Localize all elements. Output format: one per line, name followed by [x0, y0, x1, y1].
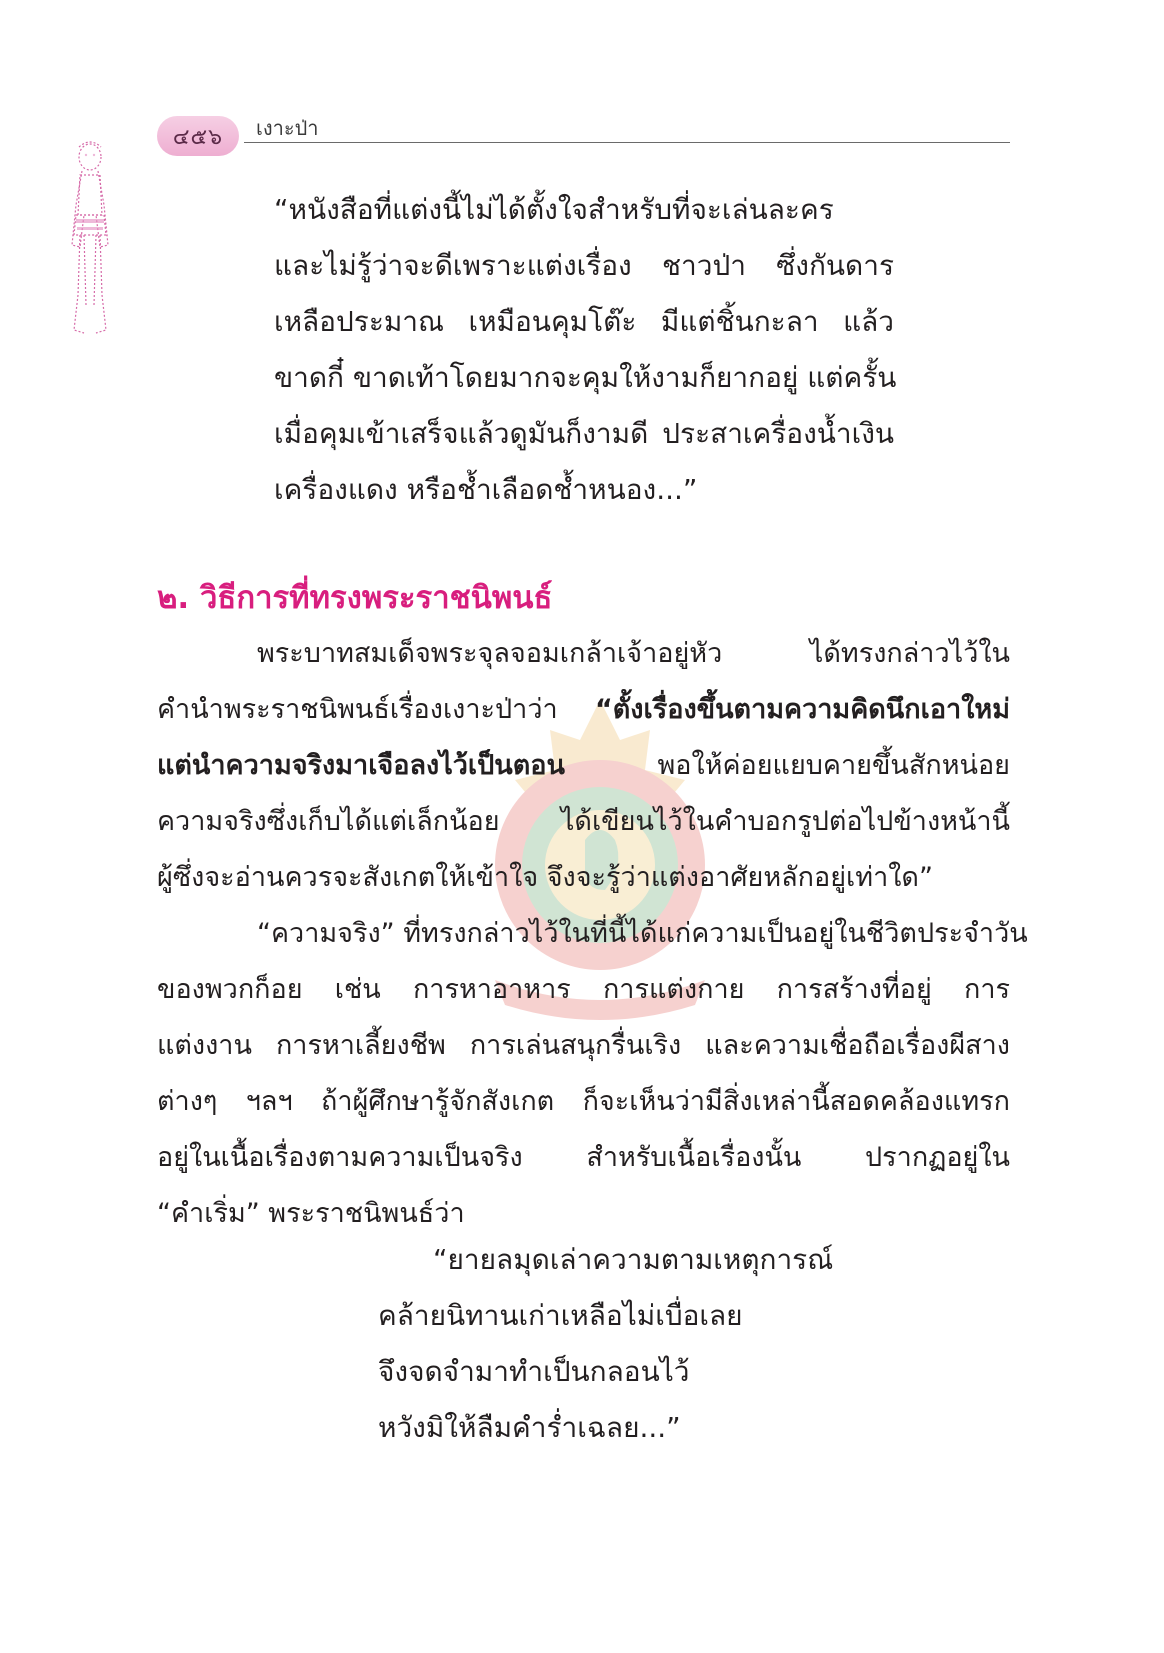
paragraph-line: [157, 682, 1010, 738]
paragraph-line: อยู่ในเนื้อเรื่องตามความเป็นจริง สำหรับเนื้อเรื่องนั้น ปรากฏอยู่ใน: [157, 1142, 1010, 1173]
verse-line: จึงจดจำมาทำเป็นกลอนไว้: [378, 1355, 690, 1388]
paragraph-line: “ความจริง” ที่ทรงกล่าวไว้ในที่นี้ได้แก่ความเป็นอยู่ในชีวิตประจำวัน: [257, 918, 1028, 949]
quote-line: “หนังสือที่แต่งนี้ไม่ได้ตั้งใจสำหรับที่จะเล่นละคร: [274, 193, 834, 226]
figure-illustration-icon: [50, 135, 130, 345]
inline-text: คำนำพระราชนิพนธ์เรื่องเงาะป่าว่า: [157, 694, 596, 725]
header-divider: [244, 142, 1010, 143]
verse-line: “ยายลมุดเล่าความตามเหตุการณ์: [433, 1243, 834, 1276]
paragraph-line: แต่งงาน การหาเลี้ยงชีพ การเล่นสนุกรื่นเริง และความเชื่อถือเรื่องผีสาง: [157, 1030, 1010, 1061]
paragraph-line: ต่างๆ ฯลฯ ถ้าผู้ศึกษารู้จักสังเกต ก็จะเห็นว่ามีสิ่งเหล่านี้สอดคล้องแทรก: [157, 1086, 1010, 1117]
quote-line: เครื่องแดง หรือช้ำเลือดช้ำหนอง...”: [274, 473, 698, 506]
page-number-badge: [157, 116, 239, 156]
body-text: [157, 626, 1028, 1242]
quote-block: [274, 182, 897, 518]
quote-line: และไม่รู้ว่าจะดีเพราะแต่งเรื่อง ชาวป่า ซึ่งกันดาร: [274, 249, 894, 282]
quote-line: เหลือประมาณ เหมือนคุมโต๊ะ มีแต่ชิ้นกะลา แล้ว: [274, 305, 894, 338]
paragraph-line: “คำเริ่ม” พระราชนิพนธ์ว่า: [157, 1198, 465, 1229]
verse-line: คล้ายนิทานเก่าเหลือไม่เบื่อเลย: [378, 1299, 743, 1332]
verse-block: [378, 1232, 833, 1456]
quote-line: ขาดกี๋ ขาดเท้าโดยมากจะคุมให้งามก็ยากอยู่ แต่ครั้น: [274, 361, 897, 394]
bold-quote-text: “ตั้งเรื่องขึ้นตามความคิดนึกเอาใหม่: [595, 694, 1010, 725]
quote-line: เมื่อคุมเข้าเสร็จแล้วดูมันก็งามดี ประสาเครื่องน้ำเงิน: [274, 417, 894, 450]
paragraph-line: พระบาทสมเด็จพระจุลจอมเกล้าเจ้าอยู่หัว ได้ทรงกล่าวไว้ใน: [257, 638, 1010, 669]
paragraph-line: [157, 738, 1010, 794]
verse-line: หวังมิให้ลืมคำร่ำเฉลย...”: [378, 1411, 681, 1444]
paragraph-line: ผู้ซึ่งจะอ่านควรจะสังเกตให้เข้าใจ จึงจะรู้ว่าแต่งอาศัยหลักอยู่เท่าใด”: [157, 862, 933, 893]
inline-text: พอให้ค่อยแยบคายขึ้นสักหน่อย: [564, 750, 1010, 781]
running-title: เงาะป่า: [256, 116, 319, 140]
section-heading: ๒. วิธีการที่ทรงพระราชนิพนธ์: [157, 580, 553, 616]
bold-quote-text: แต่นำความจริงมาเจือลงไว้เป็นตอน: [157, 750, 565, 781]
page-number: ๔๕๖: [172, 124, 224, 150]
paragraph-line: ความจริงซึ่งเก็บได้แต่เล็กน้อย ได้เขียนไว้ในคำบอกรูปต่อไปข้างหน้านี้: [157, 806, 1010, 837]
paragraph-line: ของพวกก็อย เช่น การหาอาหาร การแต่งกาย การสร้างที่อยู่ การ: [157, 974, 1010, 1005]
